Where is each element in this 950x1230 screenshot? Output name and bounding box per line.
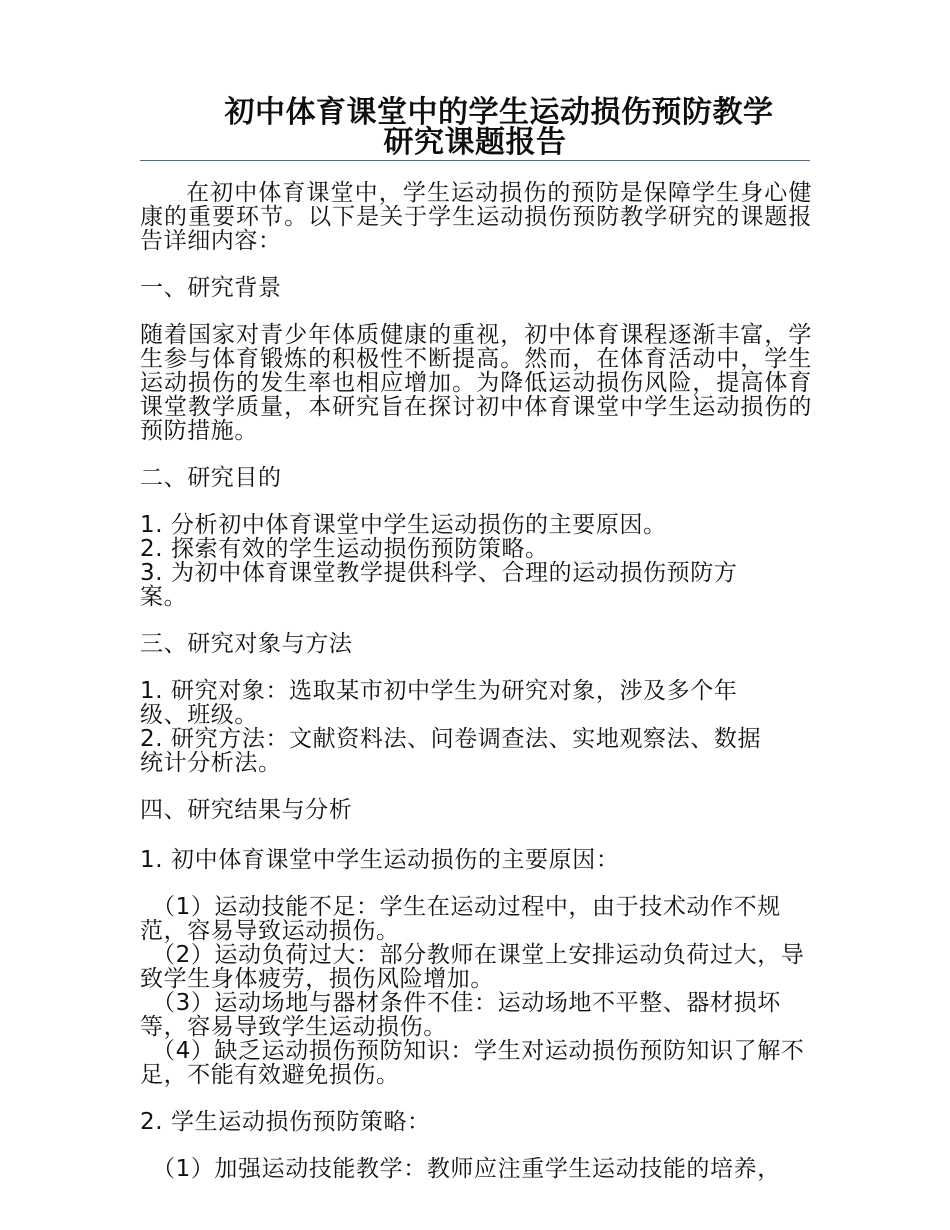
list-item: 3. 为初中体育课堂教学提供科学、合理的运动损伤预防方案。 [140,560,738,610]
list-item: （3）运动场地与器材条件不佳：运动场地不平整、器材损坏等，容易导致学生运动损伤。 [140,990,781,1040]
list-item: 2. 研究方法：文献资料法、问卷调查法、实地观察法、数据统计分析法。 [140,726,762,776]
section-heading-background: 一、研究背景 [140,275,282,301]
section-heading-results: 四、研究结果与分析 [140,797,353,823]
document-body [140,181,812,1201]
list-item: 1. 研究对象：选取某市初中学生为研究对象，涉及多个年级、班级。 [140,678,738,728]
background-paragraph: 随着国家对青少年体质健康的重视，初中体育课程逐渐丰富，学生参与体育锻炼的积极性不断提高。然而，在体育活动中，学生运动损伤的发生率也相应增加。为降低运动损伤风险，提高体育课堂教学质量，本研究旨在探讨初中体育课堂中学生运动损伤的预防措施。 [140,322,812,444]
results-subheading-causes: 1. 初中体育课堂中学生运动损伤的主要原因： [140,847,620,873]
purpose-list [140,513,812,609]
methods-list [140,679,812,775]
list-item: （1）运动技能不足：学生在运动过程中，由于技术动作不规范，容易导致运动损伤。 [140,894,781,944]
list-item: 1. 分析初中体育课堂中学生运动损伤的主要原因。 [140,512,667,538]
title-line-1: 初中体育课堂中的学生运动损伤预防教学 [224,95,774,130]
intro-paragraph: 在初中体育课堂中，学生运动损伤的预防是保障学生身心健康的重要环节。以下是关于学生运动损伤预防教学研究的课题报告详细内容： [140,180,812,254]
results-subheading-strategies: 2. 学生运动损伤预防策略： [140,1109,431,1135]
list-item: （2）运动负荷过大：部分教师在课堂上安排运动负荷过大，导致学生身体疲劳，损伤风险增加。 [140,942,805,992]
strategies-list [140,1157,812,1181]
section-heading-methods: 三、研究对象与方法 [140,631,353,657]
causes-list [140,895,812,1087]
title-line-2: 研究课题报告 [383,125,567,160]
document-title [140,95,810,161]
list-item: （1）加强运动技能教学：教师应注重学生运动技能的培养， [152,1156,781,1182]
section-heading-purpose: 二、研究目的 [140,465,282,491]
list-item: （4）缺乏运动损伤预防知识：学生对运动损伤预防知识了解不足，不能有效避免损伤。 [140,1038,805,1088]
list-item: 2. 探索有效的学生运动损伤预防策略。 [140,536,549,562]
